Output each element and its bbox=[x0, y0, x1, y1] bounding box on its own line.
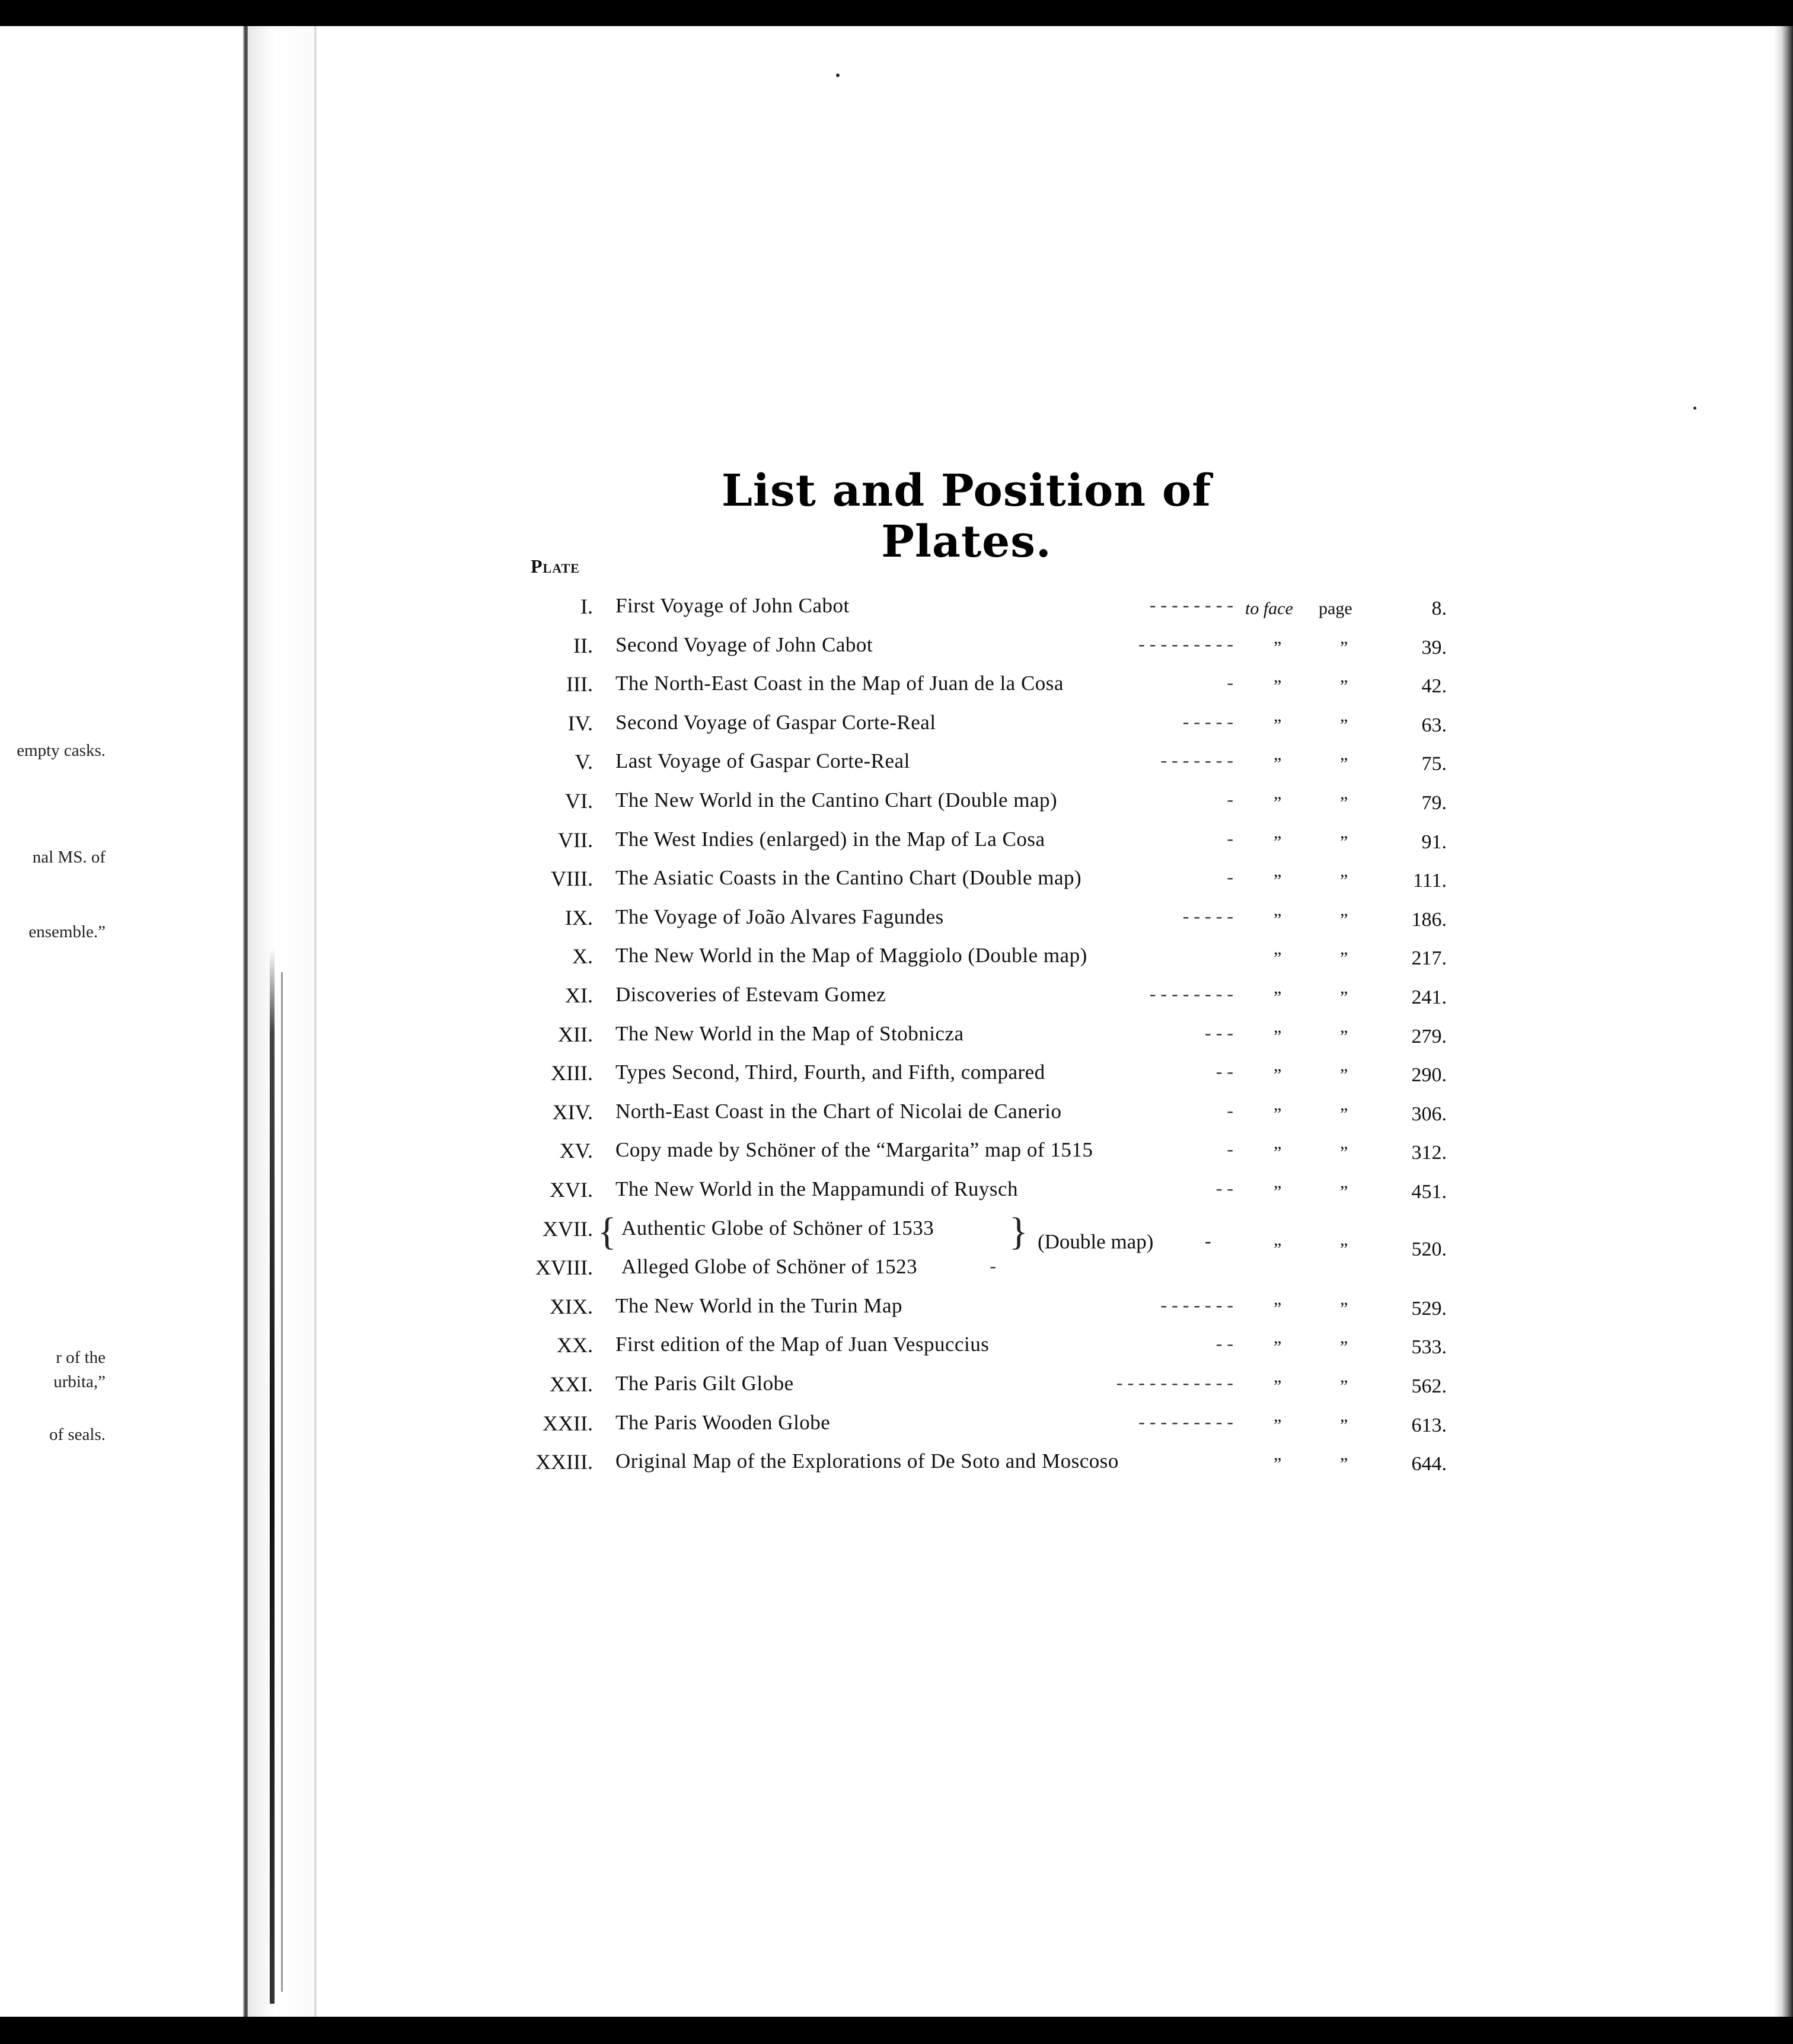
dot-leader: - - bbox=[1215, 1177, 1233, 1199]
plate-number: XIX. bbox=[550, 1295, 593, 1318]
plate-title: Second Voyage of Gaspar Corte-Real bbox=[615, 711, 936, 734]
plate-number: XIII. bbox=[551, 1061, 593, 1085]
dot-leader: - bbox=[990, 1255, 996, 1276]
dot-leader: - - - - - - - bbox=[1160, 1294, 1233, 1315]
plate-column-header: Plate bbox=[531, 555, 580, 577]
right-page-edge bbox=[1774, 26, 1793, 2017]
plate-title: The Asiatic Coasts in the Cantino Chart (Double map) bbox=[615, 866, 1082, 889]
ditto-mark: ” bbox=[1340, 793, 1348, 813]
plate-title: Types Second, Third, Fourth, and Fifth, compared bbox=[615, 1061, 1045, 1084]
ink-speck bbox=[836, 74, 840, 77]
page-number: 241. bbox=[1411, 986, 1447, 1008]
ditto-mark: ” bbox=[1340, 1182, 1348, 1202]
ditto-mark: ” bbox=[1274, 871, 1282, 890]
ditto-mark: ” bbox=[1340, 1299, 1348, 1318]
page-number: 562. bbox=[1411, 1375, 1447, 1397]
dot-leader: - bbox=[1227, 1100, 1233, 1121]
ditto-mark: ” bbox=[1340, 676, 1348, 696]
plate-number: XV. bbox=[559, 1139, 593, 1162]
left-page-text-fragment: ensemble.” bbox=[28, 922, 106, 941]
plate-title: The New World in the Map of Stobnicza bbox=[615, 1022, 964, 1045]
left-brace-glyph: { bbox=[598, 1210, 617, 1253]
page-number: 39. bbox=[1421, 637, 1447, 659]
ditto-mark: ” bbox=[1340, 1104, 1348, 1124]
ditto-mark: ” bbox=[1274, 716, 1282, 735]
dot-leader: - - bbox=[1215, 1333, 1233, 1354]
plate-number: XVIII. bbox=[535, 1256, 593, 1279]
plate-title: Authentic Globe of Schöner of 1533 bbox=[621, 1216, 934, 1240]
left-page-text-fragment: nal MS. of bbox=[32, 848, 106, 867]
right-brace-glyph: } bbox=[1009, 1210, 1028, 1253]
page-number: 451. bbox=[1411, 1181, 1447, 1203]
plate-row bbox=[0, 749, 1793, 785]
dot-leader: - - - - - - - bbox=[1160, 749, 1233, 771]
plate-title: The Paris Gilt Globe bbox=[615, 1372, 794, 1395]
plate-number: XXI. bbox=[550, 1372, 593, 1396]
plate-row bbox=[0, 1061, 1793, 1096]
plate-row bbox=[0, 1333, 1793, 1368]
ditto-mark: ” bbox=[1340, 871, 1348, 890]
ditto-mark: ” bbox=[1274, 1027, 1282, 1046]
left-page-text-fragment: empty casks. bbox=[17, 741, 106, 760]
plate-number: XIV. bbox=[552, 1100, 593, 1124]
dot-leader: - bbox=[1227, 866, 1233, 887]
ditto-mark: ” bbox=[1274, 1299, 1282, 1318]
dot-leader: - - - - - - - - - bbox=[1138, 1411, 1233, 1432]
plate-number: XXIII. bbox=[535, 1450, 593, 1474]
ditto-mark: ” bbox=[1274, 910, 1282, 930]
right-page-edge-line bbox=[314, 26, 317, 2017]
to-face-label: to face bbox=[1245, 599, 1293, 618]
page-number: 75. bbox=[1421, 753, 1447, 775]
ditto-mark: ” bbox=[1274, 1065, 1282, 1085]
plate-title: First Voyage of John Cabot bbox=[615, 594, 850, 617]
plate-row bbox=[0, 866, 1793, 902]
plate-title: The New World in the Cantino Chart (Double map) bbox=[615, 788, 1058, 812]
page-title: List and Position of Plates. bbox=[721, 465, 1212, 567]
ditto-mark: ” bbox=[1340, 1454, 1348, 1474]
plate-number: XI. bbox=[565, 983, 593, 1007]
ditto-mark: ” bbox=[1340, 1416, 1348, 1435]
plate-title: The Paris Wooden Globe bbox=[615, 1411, 831, 1434]
ditto-mark: ” bbox=[1274, 1240, 1282, 1259]
page-number: 290. bbox=[1411, 1064, 1447, 1086]
plate-title: First edition of the Map of Juan Vespuccius bbox=[615, 1333, 990, 1356]
ditto-mark: ” bbox=[1274, 988, 1282, 1007]
plate-row bbox=[0, 1100, 1793, 1135]
dot-leader: - bbox=[1227, 672, 1233, 693]
plate-title: The Voyage of João Alvares Fagundes bbox=[615, 905, 944, 928]
plate-number: XII. bbox=[558, 1023, 593, 1046]
plate-row bbox=[0, 1372, 1793, 1407]
double-map-note: (Double map) bbox=[1038, 1230, 1154, 1253]
plate-number: X. bbox=[572, 944, 593, 968]
ditto-mark: ” bbox=[1274, 1143, 1282, 1162]
plate-title: Second Voyage of John Cabot bbox=[615, 633, 873, 656]
ditto-mark: ” bbox=[1274, 1454, 1282, 1474]
plate-row bbox=[0, 1216, 1793, 1252]
plate-number: XVII. bbox=[543, 1217, 593, 1241]
ditto-mark: ” bbox=[1274, 793, 1282, 813]
dot-leader: - - - - - - - - - bbox=[1138, 633, 1233, 654]
ditto-mark: ” bbox=[1340, 1143, 1348, 1162]
ditto-mark: ” bbox=[1340, 1376, 1348, 1396]
ditto-mark: ” bbox=[1340, 754, 1348, 774]
plate-number: V. bbox=[575, 750, 593, 774]
page-number: 63. bbox=[1421, 714, 1447, 736]
ditto-mark: ” bbox=[1274, 948, 1282, 968]
page-number: 42. bbox=[1421, 675, 1447, 697]
scan-bottom-border bbox=[0, 2017, 1793, 2044]
plate-number: VIII. bbox=[551, 867, 593, 890]
double-map-leader: - bbox=[1205, 1230, 1211, 1251]
plate-row bbox=[0, 828, 1793, 863]
plate-row bbox=[0, 672, 1793, 707]
left-page-fragment bbox=[0, 26, 249, 2017]
ditto-mark: ” bbox=[1340, 910, 1348, 930]
plate-title: The West Indies (enlarged) in the Map of La Cosa bbox=[615, 828, 1045, 851]
ditto-mark: ” bbox=[1274, 832, 1282, 852]
page-number: 79. bbox=[1421, 792, 1447, 814]
ditto-mark: ” bbox=[1274, 754, 1282, 774]
dot-leader: - - - - - bbox=[1182, 905, 1233, 927]
page-number: 111. bbox=[1413, 870, 1447, 892]
plate-title: Alleged Globe of Schöner of 1523 bbox=[621, 1255, 918, 1278]
ditto-mark: ” bbox=[1274, 676, 1282, 696]
plate-title: North-East Coast in the Chart of Nicolai de Canerio bbox=[615, 1100, 1062, 1123]
plate-row bbox=[0, 1449, 1793, 1485]
plate-row bbox=[0, 633, 1793, 669]
plate-title: Original Map of the Explorations of De Soto and Moscoso bbox=[615, 1449, 1119, 1473]
plate-row bbox=[0, 1022, 1793, 1058]
page-number: 520. bbox=[1411, 1238, 1447, 1260]
plate-number: VI. bbox=[565, 789, 593, 813]
plate-title: Last Voyage of Gaspar Corte-Real bbox=[615, 749, 910, 772]
left-page-text-fragment: r of the bbox=[56, 1348, 106, 1367]
ditto-mark: ” bbox=[1340, 1027, 1348, 1046]
plate-row bbox=[0, 905, 1793, 941]
ditto-mark: ” bbox=[1340, 1065, 1348, 1085]
ditto-mark: ” bbox=[1340, 1337, 1348, 1357]
ditto-mark: ” bbox=[1340, 832, 1348, 852]
dot-leader: - bbox=[1227, 828, 1233, 849]
page-number: 306. bbox=[1411, 1103, 1447, 1125]
plate-number: XX. bbox=[557, 1333, 593, 1357]
plate-title: Discoveries of Estevam Gomez bbox=[615, 983, 886, 1006]
plate-number: IX. bbox=[565, 906, 593, 930]
dot-leader: - bbox=[1227, 788, 1233, 810]
page-number: 91. bbox=[1421, 831, 1447, 853]
ditto-mark: ” bbox=[1274, 1104, 1282, 1124]
plate-title: The North-East Coast in the Map of Juan de la Cosa bbox=[615, 672, 1064, 695]
ditto-mark: ” bbox=[1340, 638, 1348, 657]
page-number: 533. bbox=[1411, 1336, 1447, 1358]
dot-leader: - bbox=[1227, 1138, 1233, 1160]
plate-number: XVI. bbox=[550, 1178, 593, 1202]
page-number: 529. bbox=[1411, 1298, 1447, 1320]
left-page-text-fragment: urbita,” bbox=[53, 1372, 106, 1391]
page-label: page bbox=[1319, 599, 1352, 618]
dot-leader: - - - bbox=[1205, 1022, 1233, 1043]
plate-row bbox=[0, 983, 1793, 1018]
dot-leader: - - - - - - - - bbox=[1149, 594, 1233, 615]
ditto-mark: ” bbox=[1340, 1240, 1348, 1259]
plate-row bbox=[0, 1294, 1793, 1330]
plate-row bbox=[0, 944, 1793, 979]
page-number: 217. bbox=[1411, 947, 1447, 969]
plate-row bbox=[0, 594, 1793, 630]
plate-number: XXII. bbox=[543, 1411, 593, 1435]
ditto-mark: ” bbox=[1340, 988, 1348, 1007]
plate-number: I. bbox=[580, 595, 593, 618]
ditto-mark: ” bbox=[1274, 1337, 1282, 1357]
plate-number: III. bbox=[566, 672, 593, 696]
plate-row bbox=[0, 1411, 1793, 1446]
page-number: 644. bbox=[1411, 1453, 1447, 1475]
ditto-mark: ” bbox=[1274, 1376, 1282, 1396]
dot-leader: - - - - - - - - - - - bbox=[1116, 1372, 1233, 1393]
ditto-mark: ” bbox=[1340, 716, 1348, 735]
page-number: 613. bbox=[1411, 1414, 1447, 1436]
plate-row bbox=[0, 1138, 1793, 1174]
ditto-mark: ” bbox=[1274, 1416, 1282, 1435]
dot-leader: - - bbox=[1215, 1061, 1233, 1082]
scan-top-border bbox=[0, 0, 1793, 26]
page-number: 8. bbox=[1431, 598, 1447, 619]
ditto-mark: ” bbox=[1274, 638, 1282, 657]
plate-number: II. bbox=[573, 634, 593, 657]
plate-row bbox=[0, 1177, 1793, 1213]
ink-speck bbox=[1693, 407, 1696, 410]
dot-leader: - - - - - bbox=[1182, 711, 1233, 732]
page-number: 186. bbox=[1411, 909, 1447, 931]
plate-title: Copy made by Schöner of the “Margarita” map of 1515 bbox=[615, 1138, 1093, 1161]
plate-title: The New World in the Map of Maggiolo (Double map) bbox=[615, 944, 1087, 967]
plate-row bbox=[0, 711, 1793, 746]
plate-number: VII. bbox=[558, 828, 593, 852]
ditto-mark: ” bbox=[1340, 948, 1348, 968]
plate-title: The New World in the Turin Map bbox=[615, 1294, 903, 1317]
page-number: 279. bbox=[1411, 1026, 1447, 1047]
ditto-mark: ” bbox=[1274, 1182, 1282, 1202]
plate-title: The New World in the Mappamundi of Ruysch bbox=[615, 1177, 1019, 1200]
page-number: 312. bbox=[1411, 1142, 1447, 1164]
left-page-text-fragment: of seals. bbox=[49, 1425, 106, 1444]
dot-leader: - - - - - - - - bbox=[1149, 983, 1233, 1004]
left-page-edge bbox=[243, 26, 248, 2017]
plate-number: IV. bbox=[567, 711, 593, 735]
plate-row bbox=[0, 788, 1793, 824]
